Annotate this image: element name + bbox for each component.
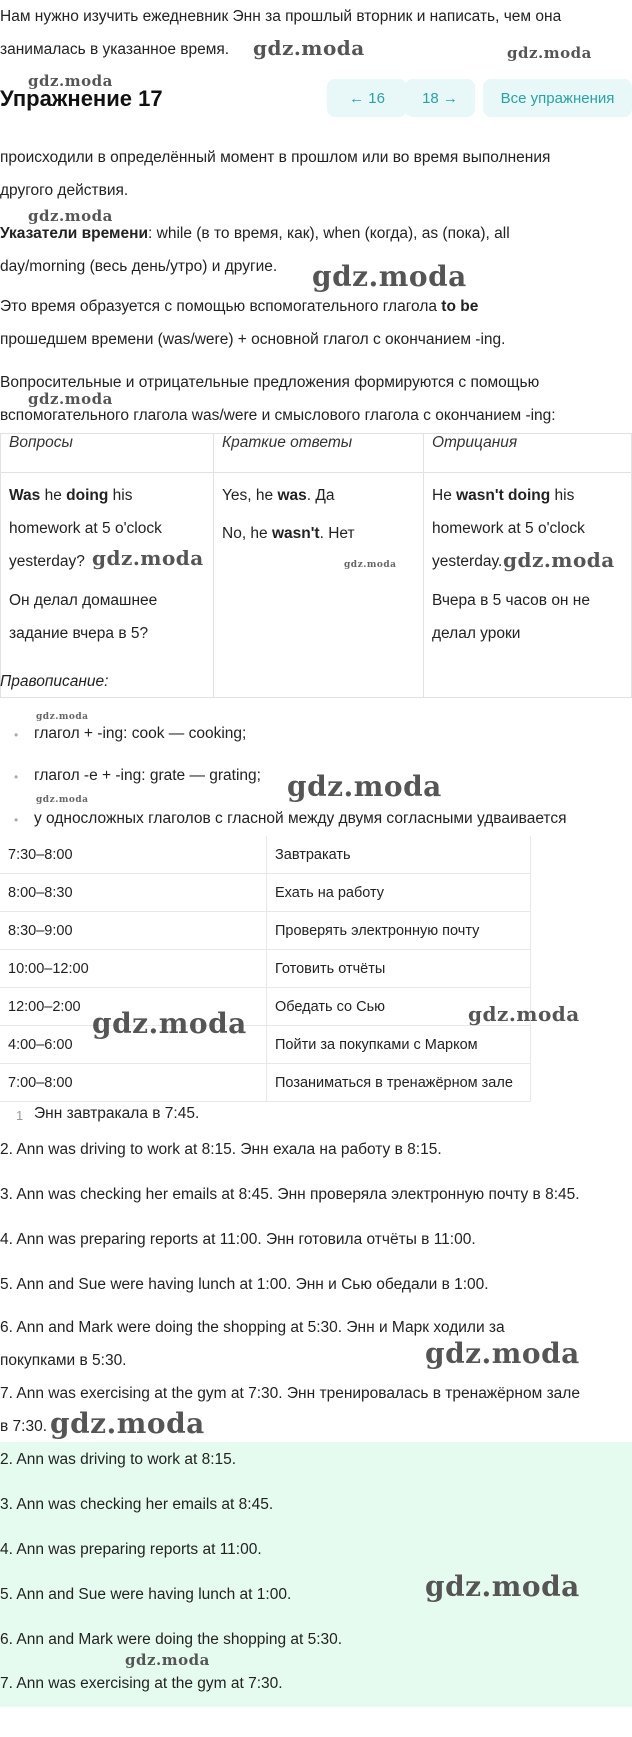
cell-text: homework at 5 o'clock: [9, 520, 162, 537]
watermark: gdz.moda: [287, 770, 442, 803]
schedule-task: Ехать на работу: [267, 874, 531, 912]
watermark: gdz.moda: [468, 1002, 580, 1026]
formation-text: Это время образуется с помощью вспомогательного глагола: [0, 298, 442, 315]
plain-word: Yes, he: [222, 487, 278, 504]
page-title: Упражнение 17: [0, 86, 163, 111]
solution-item: в 7:30.: [0, 1418, 48, 1435]
bullet-icon: •: [14, 770, 19, 784]
solution-item: Энн завтракала в 7:45.: [34, 1105, 200, 1122]
spelling-heading: Правописание:: [0, 673, 109, 690]
schedule-time: 4:00–6:00: [0, 1026, 267, 1064]
prev-exercise-button[interactable]: ← 16: [327, 79, 407, 117]
table-row: [0, 988, 531, 1026]
plain-word: he: [40, 487, 67, 504]
table-row: [0, 836, 531, 874]
cell-text: yesterday.: [432, 553, 503, 570]
answer-item: 7. Ann was exercising at the gym at 7:30.: [0, 1675, 283, 1692]
cell-text: задание вчера в 5?: [9, 625, 149, 642]
watermark: gdz.moda: [28, 72, 113, 90]
formation-line1: [0, 297, 478, 317]
time-markers-label: Указатели времени: [0, 225, 149, 242]
schedule-task: Готовить отчёты: [267, 950, 531, 988]
table-row: [0, 874, 531, 912]
schedule-task: Позаниматься в тренажёрном зале: [267, 1064, 531, 1102]
table-row: [0, 912, 531, 950]
cell-text: делал уроки: [432, 625, 521, 642]
schedule-task: Проверять электронную почту: [267, 912, 531, 950]
cell-text: yesterday?: [9, 553, 85, 570]
all-exercises-button[interactable]: Все упражнения: [483, 79, 632, 117]
formation-bold: to be: [441, 298, 479, 315]
plain-word: . Нет: [319, 525, 355, 542]
intro-text-line2: занималась в указанное время.: [0, 41, 230, 58]
solution-item: 7. Ann was exercising at the gym at 7:30. Энн тренировалась в тренажёрном зале: [0, 1385, 580, 1402]
bold-word: wasn't doing: [456, 487, 551, 504]
time-markers-line2: day/morning (весь день/утро) и другие.: [0, 258, 278, 275]
intro-text-line1: Нам нужно изучить ежедневник Энн за прошлый вторник и написать, чем она: [0, 8, 562, 25]
watermark: gdz.moda: [425, 1570, 580, 1603]
answer-item: 5. Ann and Sue were having lunch at 1:00.: [0, 1586, 292, 1603]
table-header-questions: Вопросы: [1, 434, 214, 473]
watermark: gdz.moda: [28, 207, 113, 225]
spelling-item: глагол + -ing: cook — cooking;: [34, 725, 247, 742]
watermark: gdz.moda: [92, 1007, 247, 1040]
short-answers-cell: [214, 473, 424, 698]
schedule-time: 12:00–2:00: [0, 988, 267, 1026]
watermark: gdz.moda: [312, 260, 467, 293]
schedule-time: 10:00–12:00: [0, 950, 267, 988]
time-markers-text: : while (в то время, как), when (когда), as (пока), all: [148, 225, 510, 242]
schedule-task: Обедать со Сью: [267, 988, 531, 1026]
watermark: gdz.moda: [36, 795, 89, 805]
watermark: gdz.moda: [36, 712, 89, 722]
answer-item: 6. Ann and Mark were doing the shopping at 5:30.: [0, 1631, 343, 1648]
watermark: gdz.moda: [50, 1407, 205, 1440]
schedule-table: [0, 836, 531, 1102]
solution-item: 6. Ann and Mark were doing the shopping at 5:30. Энн и Марк ходили за: [0, 1319, 505, 1336]
table-header-negatives: Отрицания: [424, 434, 632, 473]
answer-item: 4. Ann was preparing reports at 11:00.: [0, 1541, 262, 1558]
questions-cell: [1, 473, 214, 698]
answer-item: 2. Ann was driving to work at 8:15.: [0, 1451, 237, 1468]
schedule-time: 8:00–8:30: [0, 874, 267, 912]
plain-word: his: [550, 487, 575, 504]
bullet-icon: •: [14, 813, 19, 827]
solution-item: 4. Ann was preparing reports at 11:00. Энн готовила отчёты в 11:00.: [0, 1231, 476, 1248]
questions-line2: вспомогательного глагола was/were и смыслового глагола с окончанием -ing:: [0, 407, 556, 424]
list-number: 1: [16, 1108, 24, 1123]
negatives-cell: [424, 473, 632, 698]
theory-text: другого действия.: [0, 182, 129, 199]
answer-item: 3. Ann was checking her emails at 8:45.: [0, 1496, 274, 1513]
table-row: [0, 950, 531, 988]
schedule-task: Завтракать: [267, 836, 531, 874]
spelling-item: у односложных глаголов с гласной между двумя согласными удваивается: [34, 810, 567, 827]
formation-line2: прошедшем времени (was/were) + основной глагол с окончанием -ing.: [0, 331, 506, 348]
schedule-time: 7:30–8:00: [0, 836, 267, 874]
theory-text: происходили в определённый момент в прошлом или во время выполнения: [0, 149, 551, 166]
watermark: gdz.moda: [253, 36, 365, 60]
bold-word: doing: [66, 487, 109, 504]
bold-word: wasn't: [271, 525, 320, 542]
watermark: gdz.moda: [92, 546, 204, 570]
questions-line1: Вопросительные и отрицательные предложения формируются с помощью: [0, 374, 540, 391]
bold-word: was: [277, 487, 307, 504]
watermark: gdz.moda: [28, 390, 113, 408]
cell-text: Вчера в 5 часов он не: [432, 592, 590, 609]
solution-item: 2. Ann was driving to work at 8:15. Энн ехала на работу в 8:15.: [0, 1141, 442, 1158]
plain-word: He: [432, 487, 457, 504]
cell-text: homework at 5 o'clock: [432, 520, 585, 537]
time-markers-line1: [0, 224, 510, 244]
watermark: gdz.moda: [125, 1651, 210, 1669]
bold-word: Was: [9, 487, 41, 504]
schedule-time: 8:30–9:00: [0, 912, 267, 950]
table-row: [0, 1064, 531, 1102]
schedule-time: 7:00–8:00: [0, 1064, 267, 1102]
table-header-short-answers: Краткие ответы: [214, 434, 424, 473]
schedule-task: Пойти за покупками с Марком: [267, 1026, 531, 1064]
solution-item: 5. Ann and Sue were having lunch at 1:00. Энн и Сью обедали в 1:00.: [0, 1276, 489, 1293]
cell-text: Он делал домашнее: [9, 592, 158, 609]
plain-word: . Да: [306, 487, 335, 504]
watermark: gdz.moda: [344, 560, 397, 570]
solution-item: покупками в 5:30.: [0, 1352, 127, 1369]
table-row: [0, 1026, 531, 1064]
watermark: gdz.moda: [503, 548, 615, 572]
watermark: gdz.moda: [507, 44, 592, 62]
solution-item: 3. Ann was checking her emails at 8:45. Энн проверяла электронную почту в 8:45.: [0, 1186, 580, 1203]
bullet-icon: •: [14, 728, 19, 742]
plain-word: his: [108, 487, 133, 504]
next-exercise-button[interactable]: 18 →: [405, 79, 475, 117]
spelling-item: глагол -e + -ing: grate — grating;: [34, 767, 261, 784]
plain-word: No, he: [222, 525, 272, 542]
watermark: gdz.moda: [425, 1337, 580, 1370]
